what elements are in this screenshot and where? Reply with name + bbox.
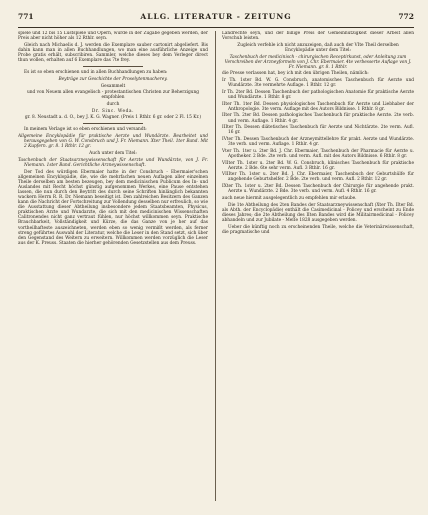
text-paragraph: Taschenbuch der medicinisch - chirurgischen Receptirkunst, oder Anleitung zum Verschreiben der Arzneyformeln von J. Chr. Ebermaier. 4te verbesserte Auflage von J. Fr. Niemann. gr. 8. 1 Rthlr. — [224, 54, 412, 70]
text-paragraph: IIter Th. 2ter Bd. Dessen pathologisches Taschenbuch für praktische Aerzte. 2te verb. und verm. Auflage. 1 Rthlr. 4 gr. — [222, 113, 414, 124]
text-paragraph: IIIter Th. Dessen diätetisches Taschenbuch für Aerzte und Nichtärzte. 2te verm. Aufl. 16 gr. — [222, 125, 414, 136]
left-column — [18, 31, 208, 506]
text-paragraph: auch neue hiermit ausgelegentlich zu empfehlen mir erlaube. — [222, 195, 357, 201]
text-paragraph: Gesammelt — [100, 83, 126, 89]
text-paragraph: Die 1te Abtheilung des 2ten Bandes der Staatsarzneywissenschaft (Xter Th. IIter Bd. als Abth. der Encyclopädie) enthält die Casimedicinal - Policey und erscheint zu Ende dieses Jahres; die 2te Abtheilung des IIten Bandes wird die Militairmedicinal - Policey abhandeln und zur Jubilate - Meſſe 1828 ausgegeben werden. — [222, 202, 414, 223]
column-divider — [215, 31, 216, 501]
text-paragraph: Auch unter dem Titel: — [89, 151, 137, 157]
text-paragraph: Allgemeine Encyklopädie für praktische Aerzte und Wundärzte. Bearbeitet und herausgegeben von G. W. Consbruch und J. Fr. Niemann. Xter Theil. 1ter Band. Mit 2 Kupfern. gr. 8. 1 Rthlr. 12 gr. — [18, 134, 208, 150]
text-paragraph: Beyträge zur Geschichte der Proselytenmacherey. — [58, 76, 168, 82]
section-separator — [83, 66, 143, 67]
text-paragraph: IVter Th. Dessen Taschenbuch der Arzneymittellehre für prakt. Aerzte und Wundärzte. 3te verb. und verm. Auflage. 1 Rthlr. 4 gr. — [222, 137, 414, 148]
text-paragraph: spiele und 12 bis 15 Lustspiele und Opern, würde in der Zugabe gegeben werden, der Preis aber nicht höher als 12 Rthlr. seyn. — [18, 31, 208, 42]
text-paragraph: Taschenbuch der Staatsarzneywissenschaft für Aerzte und Wundärzte, von J. Fr. Niemann. 1ster Band. Gerichtliche Arzneywissenschaft. — [18, 157, 208, 168]
text-paragraph: Ueber die künftig noch zu erscheinenden Theile, welche die Veterinärwissenschaft, die pragmatische und — [222, 224, 414, 235]
text-paragraph: IXter Th. 1ster u. 2ter Bd. Dessen Taschenbuch der Chirurgie für angehende prakt. Aerzte u. Wundärzte. 2 Bde. 3te verb. und verm. Aufl. 4 Rthlr. 16 gr. — [222, 184, 414, 195]
text-paragraph: durch — [106, 102, 120, 107]
text-paragraph: Landrechte seyn, und der billige Preis der Gemeinnützigkeit dieser Arbeit allen Vorschub leisten. — [222, 31, 414, 42]
text-paragraph: Der Tod des würdigen Ebermaier hatte in der Consbruch - Ebermaier'schen allgemeinen Encyklopädie, die, wie die mehrfachen neuen Auflagen aller einzelnen Theile derselben am besten bezeugen, bey dem medicinischen Publicum des In- und Auslandes mit Recht höchst günstig aufgenommen Werkes, eine Pause entstehen lassen, die nun durch den Beytritt des durch seine Schriften hinlänglich bekannten wackern Herrn R. R. Dr. Niemann beseitigt ist. Den zahlreichen Besitzern des Ganzen kann die Nachricht der Fortschreitung zur Vollendung desselben nur erfreulich, so wie die Ausstattung dieser Abtheilung insbesondere jedem Staatsbeamten, Physicus, praktischen Arzte und Wundarzte, die sich mit den medicinischen Wissenschaften Calitronendes nicht ganz vertraut fühlen, nur höchst willkommen seyn. Praktische Brauchbarkeit, Vollständigkeit und Kürze, die das Ganze von je her auf das vortheilhafteste auszeichneten, werden eben so wenig vermißt werden, als ferner streng geführtes Auswahl der Literatur, welche die Leser in den Stand setzt, sich über den Gegenstand des Weitern zu erweitern. Willkommen werden vorzüglich die Leser aus der K. Preuss. Staaten die hierher gehörenden Gesetzstellen aus dem Preuss. — [18, 169, 208, 246]
header-rule — [18, 27, 414, 28]
text-paragraph: Dr. Sinc. Weda. — [91, 108, 135, 114]
page-number-left: 771 — [18, 12, 34, 21]
text-paragraph: Es ist so eben erschienen und in allen Buchhandlungen zu haben: — [24, 70, 168, 76]
text-paragraph: Vter Th. 1ter u. 2ter Bd. J. Chr. Ebermaier, Taschenbuch der Pharmacie für Aerzte u. Apotheker. 2 Bde. 2te verb. und verm. Aufl. mit des Autors Bildnisse. 6 Rthlr. 8 gr. — [222, 148, 414, 159]
text-paragraph: Zugleich verfehle ich nicht anzuzeigen, daß auch der VIte Theil derselben Encyklopädie unter dem Titel: — [237, 42, 399, 53]
page-number-right: 772 — [398, 12, 414, 21]
running-header — [18, 12, 414, 24]
section-separator — [83, 123, 143, 124]
text-paragraph: VIIter Th. 1ster u. 2ter Bd. W. G. Consbruch, klinisches Taschenbuch für praktische Aerzte. 2 Bde. 6te sehr verm. Aufl. 3 Rthlr. 16 gr. — [222, 160, 414, 171]
text-paragraph: Ir Th. 1ster Bd. W. G. Consbruch, anatomisches Taschenbuch für Aerzte und Wundärzte. 3te vermehrte Auflage. 1 Rthlr. 12 gr. — [222, 78, 414, 89]
text-paragraph: die Presse verlassen hat, bey ich mit den übrigen Theilen, nämlich: — [222, 71, 369, 77]
text-paragraph: Gleich nach Michaelis d. J. werden die Exemplare sauber cartonirt abgeliefert. Bis dahin kann man in allen Buchhandlungen, wo man eine ausführliche Anzeige und Probe gratis erhält, subscribiren. Sammler, welche dieses bey dem Verleger direct thun wollen, erhalten auf 6 Exemplare das 7te frey. — [18, 42, 208, 64]
text-paragraph: In meinem Verlage ist so eben erschienen und versandt: — [24, 127, 147, 133]
journal-title: ALLG. LITERATUR - ZEITUNG — [140, 12, 292, 21]
text-paragraph: Ir Th. 2ter Bd. Dessen Taschenbuch der pathologischen Anatomie für praktische Aerzte und Wundärzte. 1 Rthlr. 8 gr. — [222, 89, 414, 100]
text-paragraph: und von Neuem allen evangelisch - protestantischen Christen zur Beherzigung empfohlen — [26, 90, 200, 101]
text-paragraph: IIter Th. 1ter Bd. Dessen physiologisches Taschenbuch für Aerzte und Liebhaber der Anthropologie. 3te verm. Auflage mit des Autors Bildnisse. 1 Rthlr. 8 gr. — [222, 101, 414, 112]
text-paragraph: VIIIter Th. 1ster u. 2ter Bd. J. Chr. Ebermaier, Taschenbuch der Geburtshülfe für angehende Geburtshelfer. 2 Bde. 2te verb. und verm. Aufl. 2 Rthlr. 12 gr. — [222, 172, 414, 183]
right-column — [222, 31, 414, 506]
text-paragraph: gr. 8. Neustadt a. d. O., bey J. K. G. Wagner. (Preis 1 Rthlr. 6 gr. oder 2 Fl. 15 Kr.) — [24, 115, 202, 121]
